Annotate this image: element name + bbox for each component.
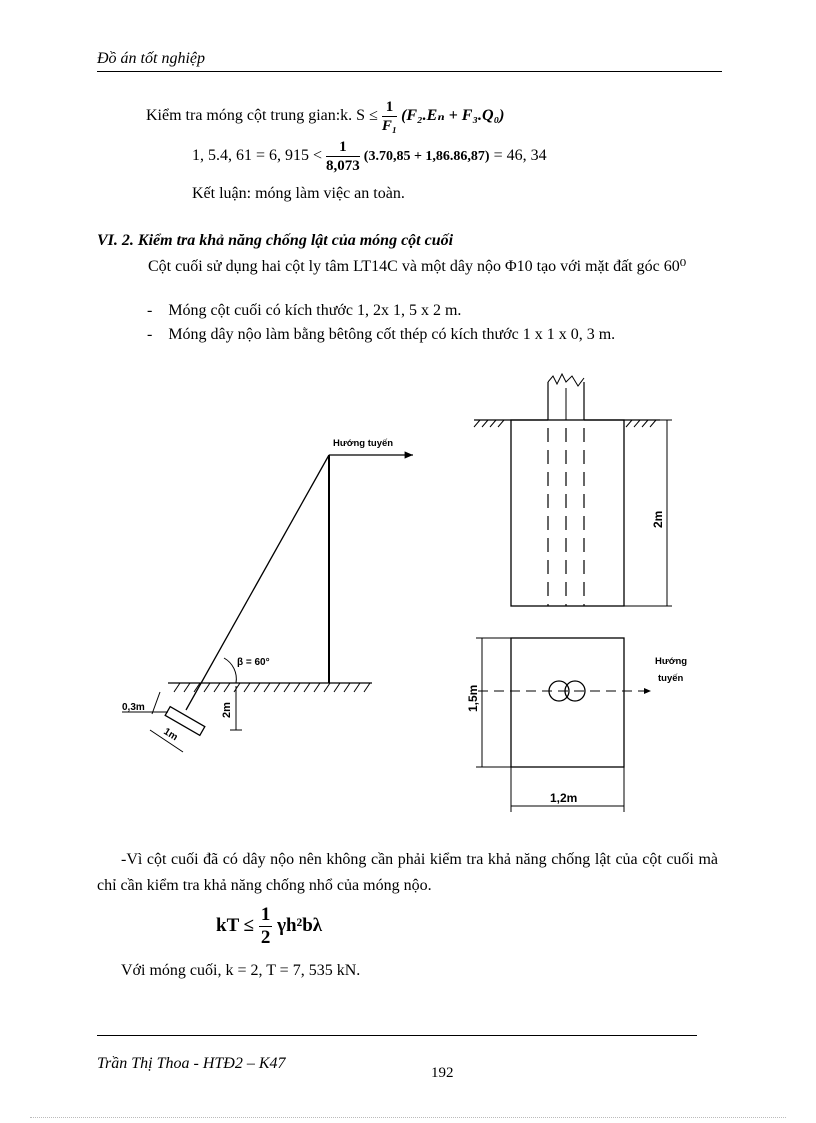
uplift-formula: [216, 904, 322, 949]
plan-width-label: 1,2m: [550, 791, 578, 805]
foundation-figure: [0, 360, 816, 830]
formula-frac-den: 2: [260, 927, 271, 948]
page-number: 192: [431, 1065, 454, 1081]
plan-direction-label-1: Hướng: [655, 656, 688, 667]
formula-frac-num: 1: [260, 904, 271, 925]
ground-hatching: [174, 683, 370, 692]
bullet-text: Móng cột cuối có kích thước 1, 2x 1, 5 x 2 m.: [168, 302, 462, 319]
direction-label: Hướng tuyến: [333, 438, 394, 449]
foundation-elevation: [474, 374, 672, 606]
check-formula-1: [146, 98, 505, 135]
header-divider: [97, 71, 722, 72]
check1-frac-num: 1: [382, 98, 397, 117]
foundation-plan: [466, 638, 687, 812]
depth-label: 2m: [221, 702, 233, 718]
slab-thickness-label: 0,3m: [122, 702, 145, 713]
formula-fraction: [259, 904, 273, 949]
check2-left: 1, 5.4, 61 = 6, 915 <: [192, 147, 323, 165]
guy-wire: [186, 455, 329, 710]
bullet-marker: -: [147, 302, 153, 319]
angle-arc: [224, 658, 236, 683]
check1-fraction: [382, 98, 397, 135]
header-title: Đồ án tốt nghiệp: [97, 50, 205, 67]
check2-frac-num: 1: [326, 138, 360, 157]
bullet-item: [147, 326, 615, 344]
check1-frac-den: F₁: [381, 118, 398, 134]
footer-author: Trần Thị Thoa - HTĐ2 – K47: [97, 1055, 286, 1072]
footer-divider: [97, 1035, 697, 1036]
last-line: Với móng cuối, k = 2, T = 7, 535 kN.: [121, 962, 361, 979]
plan-rect: [511, 638, 624, 767]
check-formula-2: [192, 138, 547, 175]
guyed-pole-diagram: [122, 438, 413, 752]
check1-intro: Kiểm tra móng cột trung gian:k. S ≤: [146, 107, 378, 125]
plan-direction-label-2: tuyến: [658, 673, 684, 684]
formula-right: γh²bλ: [277, 914, 323, 936]
bullet-item: [147, 302, 461, 320]
check2-middle: (3.70,85 + 1,86.86,87): [363, 149, 490, 165]
bullet-text: Móng dây nộo làm bằng bêtông cốt thép có kích thước 1 x 1 x 0, 3 m.: [168, 326, 616, 343]
formula-left: kT ≤: [216, 914, 255, 936]
page-bottom-border: [30, 1117, 786, 1118]
bullet-marker: -: [147, 326, 153, 343]
foundation-block: [511, 420, 624, 606]
check2-right: = 46, 34: [493, 147, 547, 165]
check2-fraction: [326, 138, 360, 175]
check1-tail: (F₂.Eₙ + F₃.Q₀): [401, 107, 505, 125]
paragraph-1: Cột cuối sử dụng hai cột ly tâm LT14C và một dây nộo Φ10 tạo với mặt đất góc 60⁰: [148, 258, 687, 275]
paragraph-2: -Vì cột cuối đã có dây nộo nên không cần phải kiểm tra khả năng chống lật của cột cuối mà chỉ cần kiểm tra khả năng chống nhổ của móng nộo.: [97, 851, 718, 894]
angle-label: β = 60°: [237, 657, 270, 668]
conclusion-text: Kết luận: móng làm việc an toàn.: [192, 185, 405, 202]
elevation-height-label: 2m: [651, 510, 665, 528]
check2-frac-den: 8,073: [326, 158, 360, 174]
plan-height-label: 1,5m: [466, 684, 480, 712]
section-title: VI. 2. Kiểm tra khả năng chống lật của móng cột cuối: [97, 232, 454, 249]
slab-size-label: 1m: [161, 726, 180, 744]
